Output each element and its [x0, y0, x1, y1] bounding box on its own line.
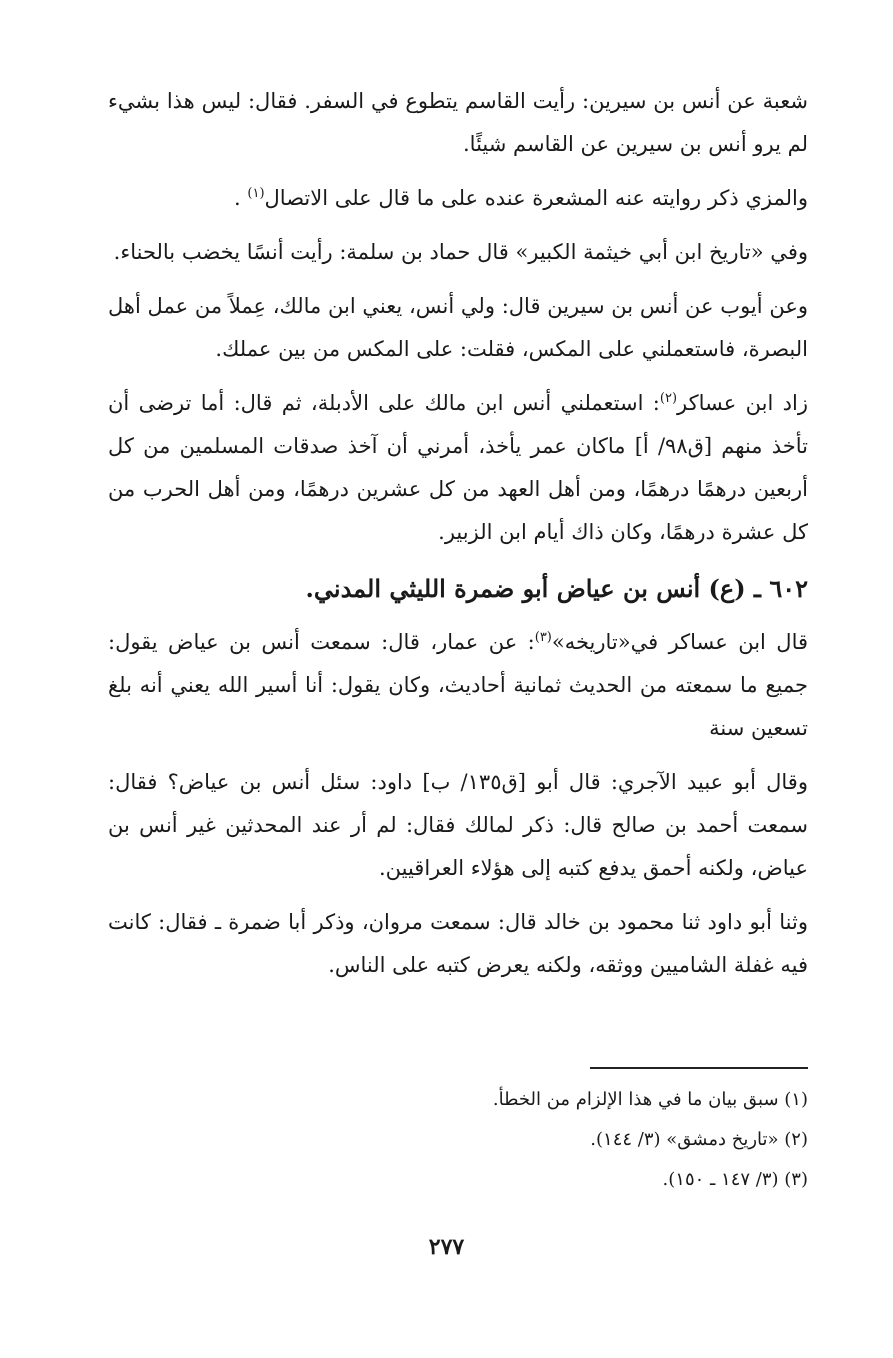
- paragraph-ibn-asakir: [108, 382, 808, 554]
- entry-heading: ٦٠٢ ـ (ع) أنس بن عياض أبو ضمرة الليثي المدني.: [305, 574, 808, 603]
- paragraph-abi-khaythama: [108, 231, 808, 274]
- paragraph-entry-asakir: [108, 621, 808, 750]
- paragraph-entry-ajurri: [108, 761, 808, 890]
- footnote-divider: [590, 1067, 808, 1069]
- footnote-ref-2[interactable]: (٢): [659, 391, 678, 406]
- paragraph-entry-marwan: [108, 901, 808, 987]
- paragraph-text: زاد ابن عساكر: [677, 391, 808, 415]
- paragraph-text: وفي «تاريخ ابن أبي خيثمة الكبير» قال حماد بن سلمة: رأيت أنسًا يخضب بالحناء.: [113, 240, 808, 264]
- footnote-1: (١) سبق بيان ما في هذا الإلزام من الخطأ.: [492, 1089, 808, 1110]
- paragraph-shuba: [108, 80, 808, 166]
- footnote-ref-3[interactable]: (٣): [534, 630, 552, 645]
- paragraph-text: وقال أبو عبيد الآجري: قال أبو [ق١٣٥/ ب] داود: سئل أنس بن عياض؟ فقال: سمعت أحمد بن صالح قال: ذكر لمالك فقال: لم أر عند المحدثين غير أنس بن عياض، ولكنه أحمق يدفع كتبه إلى هؤلاء العراقيين.: [108, 770, 808, 880]
- page-body: [108, 80, 808, 998]
- paragraph-mizzi: [108, 177, 808, 220]
- paragraph-ayyub: [108, 285, 808, 371]
- paragraph-text: قال ابن عساكر في«تاريخه»: [551, 630, 809, 654]
- paragraph-tail: : عن عمار، قال: سمعت أنس بن عياض يقول: جميع ما سمعته من الحديث ثمانية أحاديث، وكان يقول: أنا أسير الله يعني أنه بلغ تسعين سنة: [108, 630, 808, 740]
- paragraph-text: شعبة عن أنس بن سيرين: رأيت القاسم يتطوع في السفر. فقال: ليس هذا بشيء لم يرو أنس بن سيرين عن القاسم شيئًا.: [108, 89, 808, 156]
- footnote-ref-1[interactable]: (١): [247, 186, 265, 201]
- paragraph-text: وعن أيوب عن أنس بن سيرين قال: ولي أنس، يعني ابن مالك، عِملاً من عمل أهل البصرة، فاستعملني على المكس، فقلت: على المكس من بين عملك.: [108, 294, 808, 361]
- paragraph-text: وثنا أبو داود ثنا محمود بن خالد قال: سمعت مروان، وذكر أبا ضمرة ـ فقال: كانت فيه غفلة الشاميين ووثقه، ولكنه يعرض كتبه على الناس.: [108, 910, 808, 977]
- paragraph-text: والمزي ذكر روايته عنه المشعرة عنده على ما قال على الاتصال: [264, 186, 808, 210]
- footnotes: [108, 1080, 808, 1200]
- page-number: ٢٧٧: [428, 1234, 465, 1260]
- footnote-3: (٣) (٣/ ١٤٧ ـ ١٥٠).: [662, 1169, 808, 1190]
- paragraph-tail: .: [234, 186, 248, 210]
- paragraph-tail: : استعملني أنس ابن مالك على الأدبلة، ثم قال: أما ترضى أن تأخذ منهم [ق٩٨/ أ] ماكان عمر يأخذ، أمرني أن آخذ صدقات المسلمين من كل أربعين درهمًا درهمًا، ومن أهل العهد من كل عشرين درهمًا، ومن أهل الحرب من كل عشرة درهمًا، وكان ذاك أيام ابن الزبير.: [108, 391, 808, 544]
- footnote-2: (٢) «تاريخ دمشق» (٣/ ١٤٤).: [590, 1129, 808, 1150]
